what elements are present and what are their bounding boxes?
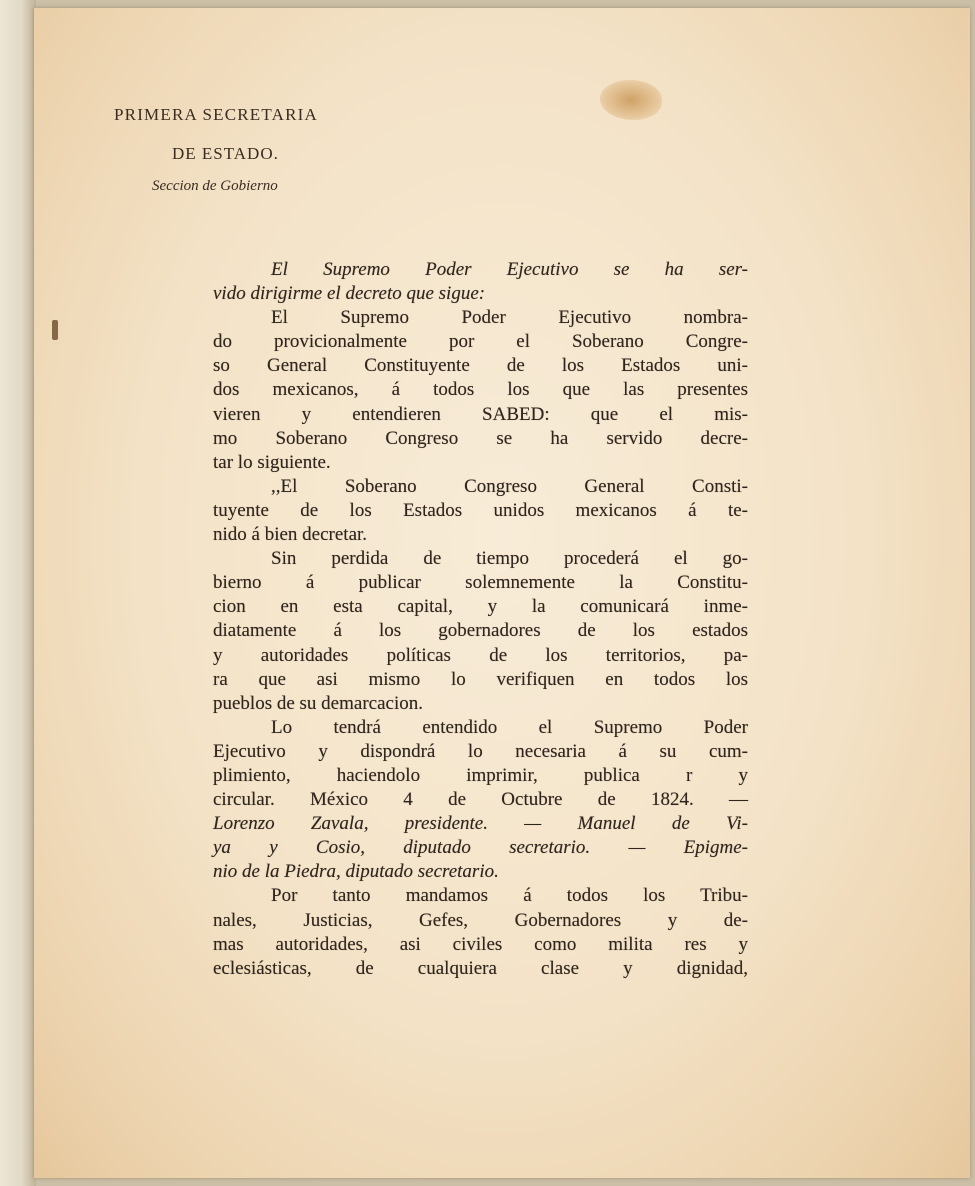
text-line: nales, Justicias, Gefes, Gobernadores y de- <box>213 909 748 931</box>
text-line: Ejecutivo y dispondrá lo necesaria á su cum- <box>213 740 748 762</box>
text-line: so General Constituyente de los Estados uni- <box>213 355 748 377</box>
text-line: plimiento, haciendolo imprimir, publica r y <box>213 764 748 786</box>
text-line: do provicionalmente por el Soberano Congre- <box>213 331 748 353</box>
text-line: bierno á publicar solemnemente la Constitu- <box>213 572 748 594</box>
text-line: pueblos de su demarcacion. <box>213 692 423 714</box>
office-title: PRIMERA SECRETARIA <box>114 105 318 124</box>
text-line: Lo tendrá entendido el Supremo Poder <box>271 716 748 738</box>
text-line: tar lo siguiente. <box>213 451 331 473</box>
text-line: ya y Cosio, diputado secretario. — Epigme- <box>213 837 748 859</box>
text-line: El Supremo Poder Ejecutivo se ha ser- <box>271 259 748 280</box>
text-line: eclesiásticas, de cualquiera clase y dignidad, <box>213 957 748 979</box>
text-line: Lorenzo Zavala, presidente. — Manuel de Vi- <box>213 813 748 835</box>
office-subtitle: DE ESTADO. <box>172 144 279 163</box>
water-stain <box>600 80 662 120</box>
text-line: vido dirigirme el decreto que sigue: <box>213 283 486 305</box>
text-line: dos mexicanos, á todos los que las presentes <box>213 379 748 401</box>
text-line: y autoridades políticas de los territorios, pa- <box>213 644 748 666</box>
text-line: circular. México 4 de Octubre de 1824. — <box>213 789 748 811</box>
text-line: Sin perdida de tiempo procederá el go- <box>271 548 748 570</box>
text-line: cion en esta capital, y la comunicará inme- <box>213 596 748 618</box>
text-line: nido á bien decretar. <box>213 524 368 546</box>
margin-mark <box>52 320 58 340</box>
section-name: Seccion de Gobierno <box>152 178 278 194</box>
text-line: ,,El Soberano Congreso General Consti- <box>271 475 748 497</box>
text-line: vieren y entendieren SABED: que el mis- <box>213 403 748 425</box>
text-line: diatamente á los gobernadores de los estados <box>213 620 748 642</box>
decree-text <box>213 258 748 981</box>
text-line: ra que asi mismo lo verifiquen en todos los <box>213 668 748 690</box>
text-line: El Supremo Poder Ejecutivo nombra- <box>271 307 748 329</box>
text-line: Por tanto mandamos á todos los Tribu- <box>271 885 748 907</box>
text-line: mas autoridades, asi civiles como milita res y <box>213 933 748 955</box>
binding-edge <box>0 0 36 1186</box>
text-line: mo Soberano Congreso se ha servido decre- <box>213 427 748 449</box>
text-line: nio de la Piedra, diputado secretario. <box>213 861 499 883</box>
text-line: tuyente de los Estados unidos mexicanos á te- <box>213 499 748 521</box>
